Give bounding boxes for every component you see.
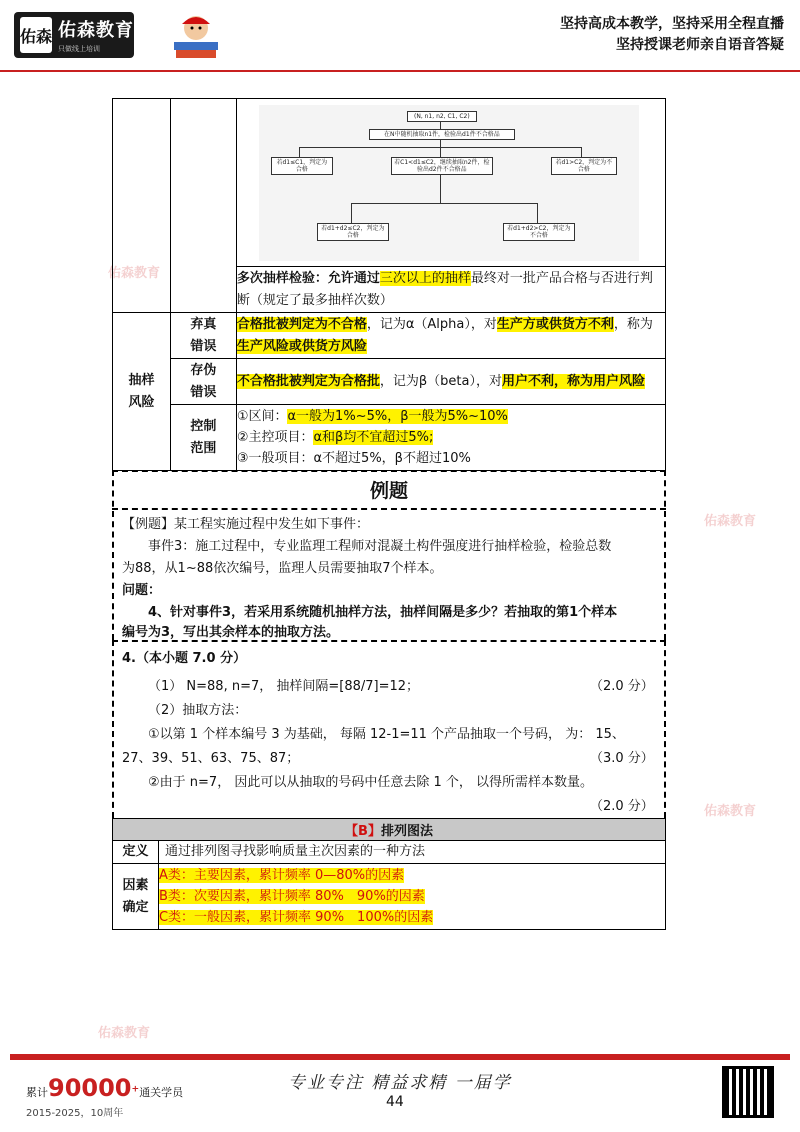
question-line-1: 4、针对事件3，若采用系统随机抽样方法，抽样间隔是多少？若抽取的第1个样本 [148,605,618,620]
type1-error-text: 合格批被判定为不合格，记为α（Alpha），对生产方或供货方不利，称为生产风险或供货方风险 [236,313,665,359]
mascot-icon [166,8,226,62]
flow-accept-1: 若d1≤C1，判定为合格 [271,157,333,175]
control-range-text: ①区间：α一般为1%~5%，β一般为5%~10% ②主控项目：α和β均不宜超过5%; ③一般项目：α不超过5%，β不超过10% [236,405,665,471]
class-c-line: C类：一般因素，累计频率 90% 100%的因素 [158,910,434,925]
type2-error-text: 不合格批被判定为合格批，记为β（beta），对用户不利，称为用户风险 [236,359,665,405]
page-number: 44 [386,1094,404,1110]
answer-score-4: （2.0 分） [590,799,654,814]
pareto-header: 【B】排列图法 [113,819,666,841]
definition-text: 通过排列图寻找影响质量主次因素的一种方法 [158,841,665,864]
factor-label: 因素确定 [113,864,159,930]
answer-score-1: （2.0 分） [590,679,654,694]
type2-error-label: 存伪错误 [170,359,236,405]
type1-error-label: 弃真错误 [170,313,236,359]
motto-signature: 专业专注 精益求精 一届学 [288,1073,512,1093]
header-divider [0,70,800,72]
definition-label: 定义 [113,841,159,864]
double-sampling-flowchart [259,105,639,261]
answer-step-1: （1） N=88, n=7， 抽样间隔=[88/7]=12； [148,679,420,694]
answer-step-3-line-2: 27、39、51、63、75、87； [122,751,300,766]
question-label: 问题： [122,583,162,598]
flowchart-cell [236,99,665,267]
example-title: 例题 [369,480,408,502]
watermark: 佑森教育 [108,266,161,281]
watermark: 佑森教育 [704,514,757,529]
example-event-line-2: 为88，从1~88依次编号，监理人员需要抽取7个样本。 [122,561,443,576]
watermark: 佑森教育 [98,1026,151,1041]
multi-sampling-cell: 多次抽样检验：允许通过三次以上的抽样最终对一批产品合格与否进行判断（规定了最多抽样次数） [236,267,665,313]
control-range-label: 控制范围 [170,405,236,471]
flow-accept-2: 若d1+d2≤C2，判定为合格 [317,223,389,241]
flow-start: (N, n1, n2, C1, C2) [407,111,477,122]
brand-logo [14,12,134,58]
sampling-table [112,98,666,471]
flow-reject-1: 若d1>C2，判定为不合格 [551,157,617,175]
flow-reject-2: 若d1+d2>C2，判定为不合格 [503,223,575,241]
class-a-line: A类：主要因素，累计频率 0—80%的因素 [158,868,405,883]
watermark: 佑森教育 [704,804,757,819]
answer-score-3: （3.0 分） [590,751,654,766]
footer-divider [10,1054,790,1060]
logo-seal: 佑森 [20,17,52,53]
slogan-line-1: 坚持高成本教学，坚持采用全程直播 [560,16,784,32]
logo-subtitle: 只做线上培训 [58,45,100,53]
answer-step-3-line-1: ①以第 1 个样本编号 3 为基础， 每隔 12-1=11 个产品抽取一个号码， 为： 15、 [148,727,625,742]
risk-label: 抽样风险 [113,313,171,471]
answer-head: 4.（本小题 7.0 分） [122,651,247,666]
empty-cell [170,99,236,313]
qr-code-icon [722,1066,774,1118]
slogan [560,14,784,56]
question-line-2: 编号为3，写出其余样本的抽取方法。 [122,625,340,640]
flow-step-1: 在N中随机抽取n1件，检验出d1件不合格品 [369,129,515,140]
slogan-line-2: 坚持授课老师亲自语音答疑 [616,37,784,53]
example-event-line-1: 事件3：施工过程中，专业监理工程师对混凝土构件强度进行抽样检验，检验总数 [148,539,612,554]
example-intro: 【例题】某工程实施过程中发生如下事件： [122,517,370,532]
logo-name: 佑森教育 [58,20,134,41]
stats: 累计90000+通关学员 [26,1074,184,1102]
answer-step-2: （2）抽取方法： [148,703,248,718]
class-b-line: B类：次要因素，累计频率 80% 90%的因素 [158,889,425,904]
empty-cell [113,99,171,313]
pareto-table [112,818,666,930]
years-text: 2015-2025，10周年 [26,1108,124,1119]
answer-step-4: ②由于 n=7， 因此可以从抽取的号码中任意去除 1 个， 以得所需样本数量。 [148,775,593,790]
factor-classes [158,864,665,930]
flow-continue: 若C1<d1≤C2，继续抽取n2件，检验出d2件不合格品 [391,157,493,175]
